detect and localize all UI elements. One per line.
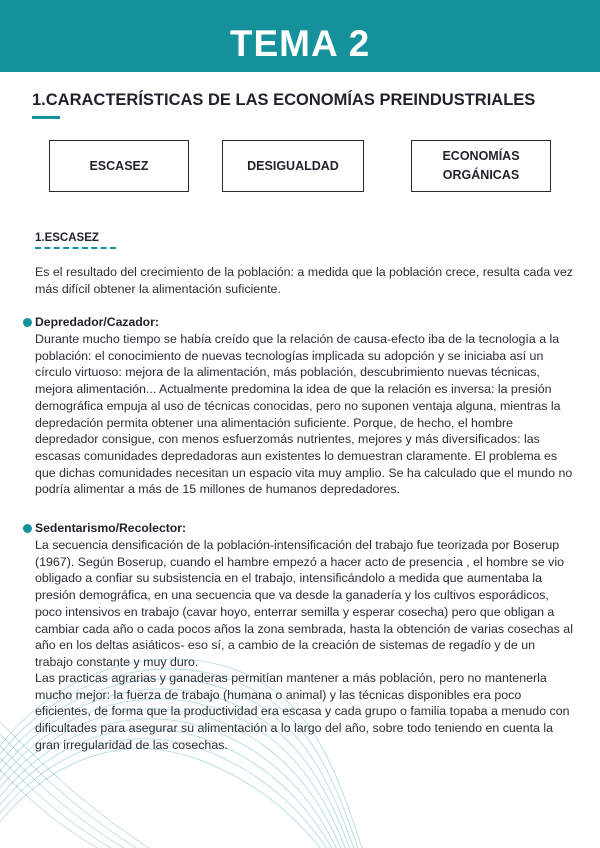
- bullet-heading-label: Depredador/Cazador:: [35, 315, 159, 329]
- page-title: TEMA 2: [229, 23, 371, 64]
- subsection-underline: [35, 247, 116, 249]
- concept-box-escasez: ESCASEZ: [49, 140, 189, 192]
- concept-box-economias-organicas: ECONOMÍAS ORGÁNICAS: [411, 140, 551, 192]
- subsection-title: 1.ESCASEZ: [35, 232, 99, 244]
- bullet-dot-icon: [23, 524, 32, 533]
- section-title-underline: [32, 116, 60, 119]
- intro-paragraph: Es el resultado del crecimiento de la población: a medida que la población crece, resulta cada vez más difícil obtener la alimentación suficiente.: [35, 265, 573, 296]
- section-title: 1.CARACTERÍSTICAS DE LAS ECONOMÍAS PREINDUSTRIALES: [32, 91, 536, 109]
- bullet-heading-label: Sedentarismo/Recolector:: [35, 521, 187, 535]
- bullet-heading-depredador: [23, 315, 159, 329]
- header-banner: [0, 0, 600, 72]
- concept-box-desigualdad: DESIGUALDAD: [222, 140, 364, 192]
- paragraph-practicas-agrarias: Las practicas agrarias y ganaderas permitían mantener a más población, pero no mantenerla mucho mejor: la fuerza de trabajo (humana o animal) y las técnicas disponibles era poco eficientes, de forma que la productividad era escasa y cada grupo o familia topaba a menudo con dificultades para asegurar su alimentación a lo largo del año, sobre todo teniendo en cuenta la gran irregularidad de las cosechas.: [35, 671, 570, 752]
- paragraph-depredador: Durante mucho tiempo se había creído que la relación de causa-efecto iba de la tecnología a la población: el conocimiento de nuevas tecnologías implicada su adopción y se iniciaba así un círculo virtuoso: mejora de la alimentación, más población, descubrimiento nuevas técnicas, mejora alimentación... Actualmente predomina la idea de que la relación es inversa: la presión demográfica empuja al uso de técnicas conocidas, pero no suponen ventaja alguna, mientras la depredación permita obtener una alimentación suficiente. Porque, de hecho, el hombre depredador consigue, con menos esfuerzomás nutrientes, mejores y más diversificados: las escasas comunidades depredadoras aun existentes lo demuestran claramente. El problema es que dichas comunidades necesitan un espacio vita muy amplio. Se ha calculado que el mundo no podría alimentar a más de 15 millones de humanos depredadores.: [35, 332, 573, 497]
- paragraph-sedentarismo: La secuencia densificación de la población-intensificación del trabajo fue teorizada por Boserup (1967). Según Boserup, cuando el hambre empezó a hacer acto de presencia , el hombre se vio obligado a confiar su subsistencia en el trabajo, intensificándolo a medida que aumentaba la presión demográfica, en una secuencia que va desde la ganadería y los cultivos esporádicos, poco intensivos en trabajo (cavar hoyo, enterrar semilla y esperar cosecha) pero que obligan a cambiar cada año o cada pocos años la zona sembrada, hasta la obtención de varias cosechas al año en los deltas asiáticos- eso sí, a cambio de la creación de sistemas de regadío y de un trabajo constante y muy duro.: [35, 538, 573, 669]
- bullet-heading-sedentarismo: [23, 521, 186, 535]
- bullet-dot-icon: [23, 318, 32, 327]
